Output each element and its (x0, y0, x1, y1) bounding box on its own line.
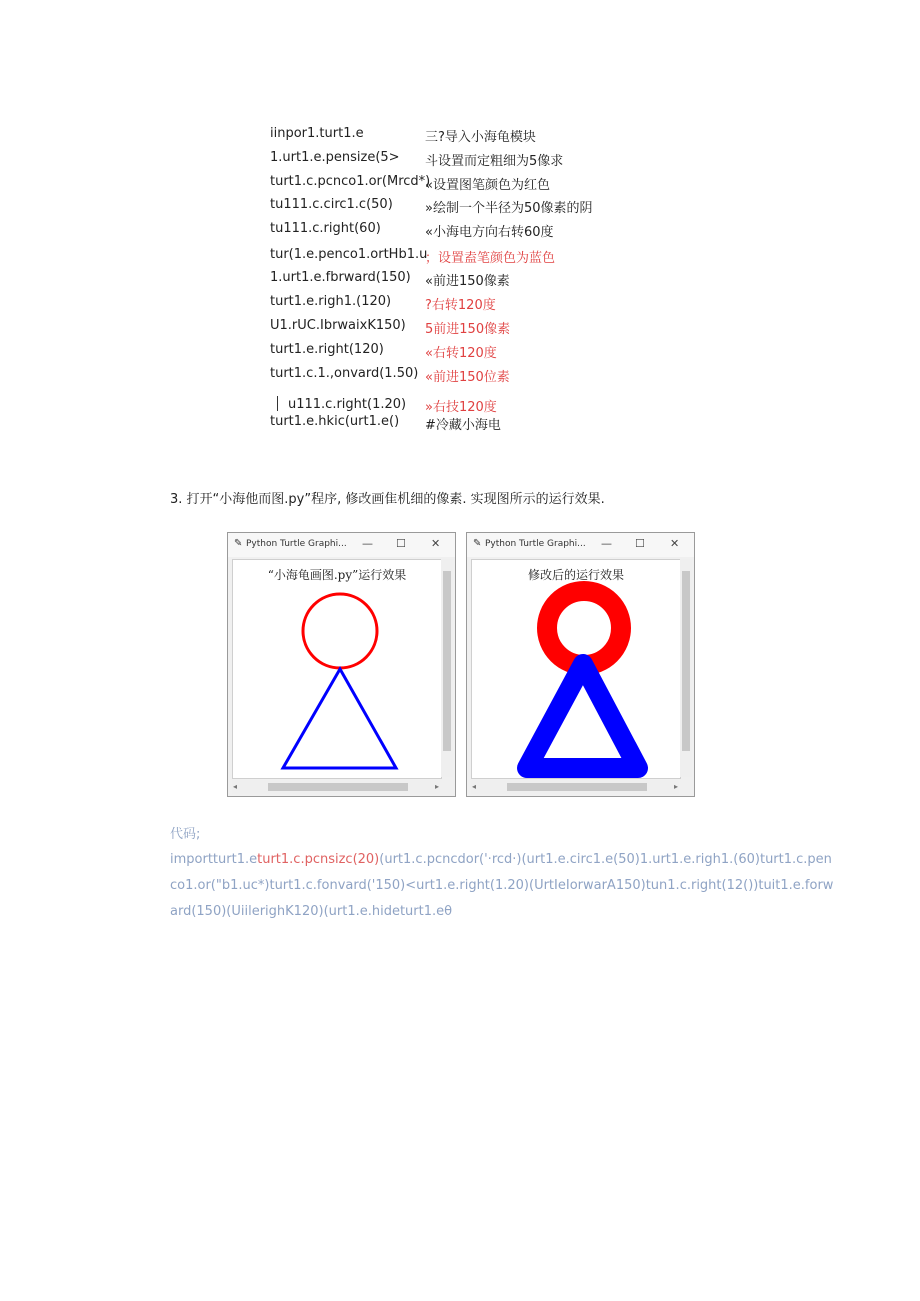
window-title: Python Turtle Graphi... (246, 539, 347, 549)
code-text: 1.urt1.e.pensize(5> (270, 150, 400, 165)
code-row (270, 318, 690, 340)
code-row (270, 414, 690, 436)
code-comment: ?右转120度 (425, 298, 496, 313)
horizontal-scrollbar[interactable] (232, 780, 440, 794)
window-titlebar[interactable] (467, 533, 694, 557)
red-circle (547, 591, 621, 665)
code-comment: «前进150位素 (425, 370, 510, 385)
code-text: turt1.e.righ1.(120) (270, 294, 392, 309)
scroll-left-icon[interactable]: ◂ (472, 782, 477, 791)
scrollbar-thumb[interactable] (268, 783, 408, 791)
code-row (270, 126, 690, 148)
scrollbar-thumb[interactable] (507, 783, 647, 791)
code-text: u111.c.right(1.20) (288, 397, 407, 412)
code-comment: »右技120度 (425, 400, 497, 415)
code-row (270, 342, 690, 364)
blue-triangle (527, 664, 638, 768)
scroll-right-icon[interactable]: ▸ (673, 782, 678, 791)
code-row (270, 366, 690, 388)
vertical-scrollbar[interactable] (680, 559, 692, 777)
window-title: Python Turtle Graphi... (485, 539, 586, 549)
minimize-icon[interactable]: — (601, 537, 612, 550)
code-comment: 5前进150像素 (425, 322, 511, 337)
vertical-scrollbar[interactable] (441, 559, 453, 777)
code-row (270, 221, 690, 243)
scroll-left-icon[interactable]: ◂ (233, 782, 238, 791)
code-segment: co1.or("b1.uc*)turt1.c.fonvard('150)<urt1.e.right(1.20)(UrtIeIorwarA150)tun1.c.right(12())tuit1.e.forw (170, 878, 834, 893)
feather-icon: ✎ (234, 538, 243, 549)
scrollbar-thumb[interactable] (682, 571, 690, 751)
close-icon[interactable]: ✕ (670, 537, 680, 550)
code-row (270, 294, 690, 316)
code-text: tur(1.e.penco1.ortHb1.u (270, 247, 428, 262)
code-segment: importturt1.e (170, 852, 258, 867)
code-comment: «小海电方向右转60度 (425, 225, 554, 240)
code-line (170, 873, 834, 899)
turtle-drawing (233, 560, 441, 778)
code-comment: «前进150像素 (425, 274, 510, 289)
code-row (270, 174, 690, 196)
maximize-icon[interactable]: ☐ (396, 537, 406, 550)
code-text: turt1.c.pcnco1.or(Mrcd*) (270, 174, 431, 189)
code-text: tu111.c.circ1.c(50) (270, 197, 393, 212)
turtle-window-modified (466, 532, 695, 797)
code-row (270, 150, 690, 172)
code-text: turt1.e.hkic(urt1.e() (270, 414, 400, 429)
window-titlebar[interactable] (228, 533, 455, 557)
code-text: turt1.c.1.,onvard(1.50) (270, 366, 419, 381)
feather-icon: ✎ (473, 538, 482, 549)
code-comment: ；设置盍笔颜色为蓝色 (425, 251, 556, 266)
code-row (270, 197, 690, 219)
blue-triangle (283, 669, 396, 768)
code-row (270, 247, 690, 269)
text-cursor-bar (277, 396, 278, 411)
red-circle (303, 594, 377, 668)
answer-code (170, 847, 834, 925)
code-comment: »绘制一个半径为50像素的阴 (425, 201, 593, 216)
canvas-caption: 修改后的运行效果 (527, 568, 624, 582)
code-comment: 斗设置而定粗细为5像求 (425, 154, 564, 169)
code-label: 代码; (170, 827, 201, 842)
code-line-wrap (270, 396, 406, 412)
code-line (170, 847, 832, 873)
code-text: turt1.e.right(120) (270, 342, 384, 357)
code-row (270, 270, 690, 292)
code-text: tu111.c.right(60) (270, 221, 381, 236)
code-text: iinpor1.turt1.e (270, 126, 364, 141)
turtle-canvas (471, 559, 681, 779)
turtle-drawing (472, 560, 680, 778)
close-icon[interactable]: ✕ (431, 537, 441, 550)
horizontal-scrollbar[interactable] (471, 780, 679, 794)
code-text: U1.rUC.IbrwaixK150) (270, 318, 406, 333)
scrollbar-thumb[interactable] (443, 571, 451, 751)
code-comment: #冷藏小海电 (425, 418, 501, 433)
canvas-caption: “小海龟画图.py”运行效果 (267, 568, 407, 582)
code-comment: 三?导入小海龟模块 (425, 130, 536, 145)
code-comment: «设置图笔颜色为红色 (425, 178, 550, 193)
code-highlight: turt1.c.pcnsizc(20) (257, 852, 380, 867)
code-segment: (urt1.c.pcncdor('·rcd·)(urt1.e.circ1.e(50)1.urt1.e.righ1.(60)turt1.c.pen (379, 852, 832, 867)
minimize-icon[interactable]: — (362, 537, 373, 550)
maximize-icon[interactable]: ☐ (635, 537, 645, 550)
code-segment: ard(150)(UiilerighK120)(urt1.e.hideturt1.eθ (170, 904, 453, 919)
code-text: 1.urt1.e.fbrward(150) (270, 270, 411, 285)
turtle-canvas (232, 559, 442, 779)
scroll-right-icon[interactable]: ▸ (434, 782, 439, 791)
code-line (170, 899, 810, 925)
code-comment: «右转120度 (425, 346, 497, 361)
question-text: 3. 打开“小海他而图.py”程序, 修改画隹机细的像素. 实现图所示的运行效果. (170, 492, 605, 507)
turtle-window-original (227, 532, 456, 797)
